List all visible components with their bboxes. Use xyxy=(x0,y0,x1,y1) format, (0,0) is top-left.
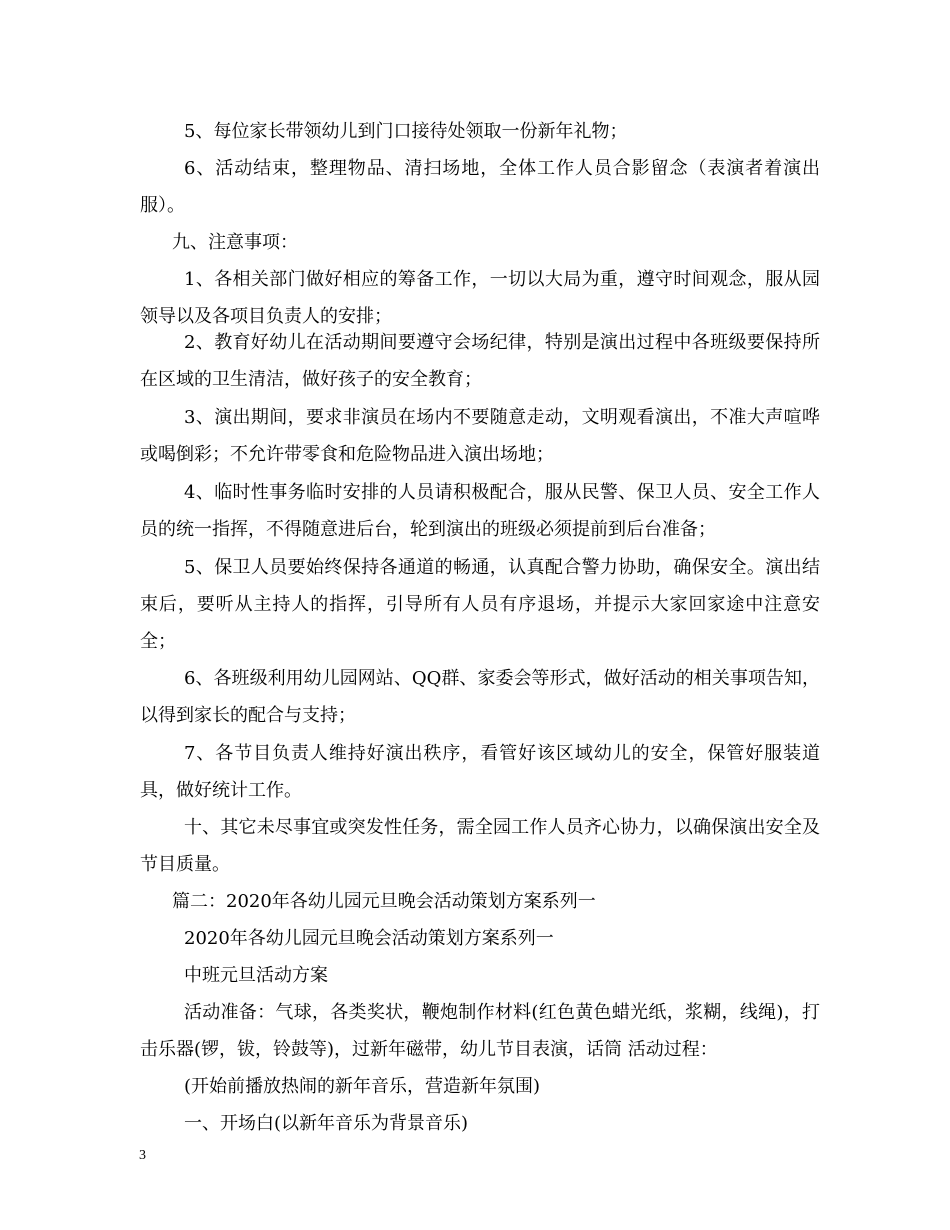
notes-item-3: 3、演出期间，要求非演员在场内不要随意走动，文明观看演出，不准大声喧哗或喝倒彩；不允许带零食和危险物品进入演出场地； xyxy=(140,407,820,465)
paragraph-item-5-gift: 5、每位家长带领幼儿到门口接待处领取一份新年礼物； xyxy=(184,121,628,142)
plan-title: 中班元旦活动方案 xyxy=(184,965,328,986)
notes-item-6: 6、各班级利用幼儿园网站、QQ群、家委会等形式，做好活动的相关事项告知，以得到家长的配合与支持； xyxy=(140,668,820,726)
page-number: 3 xyxy=(139,1148,146,1163)
notes-item-4: 4、临时性事务临时安排的人员请积极配合，服从民警、保卫人员、安全工作人员的统一指挥，不得随意进后台，轮到演出的班级必须提前到后台准备； xyxy=(140,482,820,540)
notes-item-7: 7、各节目负责人维持好演出秩序，看管好该区域幼儿的安全，保管好服装道具，做好统计工作。 xyxy=(140,743,820,801)
notes-item-1: 1、各相关部门做好相应的筹备工作，一切以大局为重，遵守时间观念，服从园领导以及各项目负责人的安排； xyxy=(140,269,820,327)
section-heading-notes: 九、注意事项： xyxy=(172,232,298,253)
notes-item-5: 5、保卫人员要始终保持各通道的畅通，认真配合警力协助，确保安全。演出结束后，要听从主持人的指挥，引导所有人员有序退场，并提示大家回家途中注意安全； xyxy=(140,557,820,652)
article-subtitle: 2020年各幼儿园元旦晚会活动策划方案系列一 xyxy=(184,928,554,949)
opening-music-note: (开始前播放热闹的新年音乐，营造新年氛围) xyxy=(184,1076,541,1097)
notes-item-2: 2、教育好幼儿在活动期间要遵守会场纪律，特别是演出过程中各班级要保持所在区域的卫生清洁，做好孩子的安全教育； xyxy=(140,332,820,390)
section-heading-other-matters: 十、其它未尽事宜或突发性任务，需全园工作人员齐心协力，以确保演出安全及节目质量。 xyxy=(140,817,820,875)
activity-preparation: 活动准备：气球，各类奖状，鞭炮制作材料(红色黄色蜡光纸，浆糊，线绳)，打击乐器(锣，钹，铃鼓等)，过新年磁带，幼儿节目表演，话筒 活动过程： xyxy=(140,1002,820,1060)
opening-remarks-heading: 一、开场白(以新年音乐为背景音乐) xyxy=(184,1113,469,1134)
paragraph-item-6-cleanup: 6、活动结束，整理物品、清扫场地，全体工作人员合影留念（表演者着演出服）。 xyxy=(140,158,820,216)
article-title-part-two: 篇二：2020年各幼儿园元旦晚会活动策划方案系列一 xyxy=(172,891,596,912)
